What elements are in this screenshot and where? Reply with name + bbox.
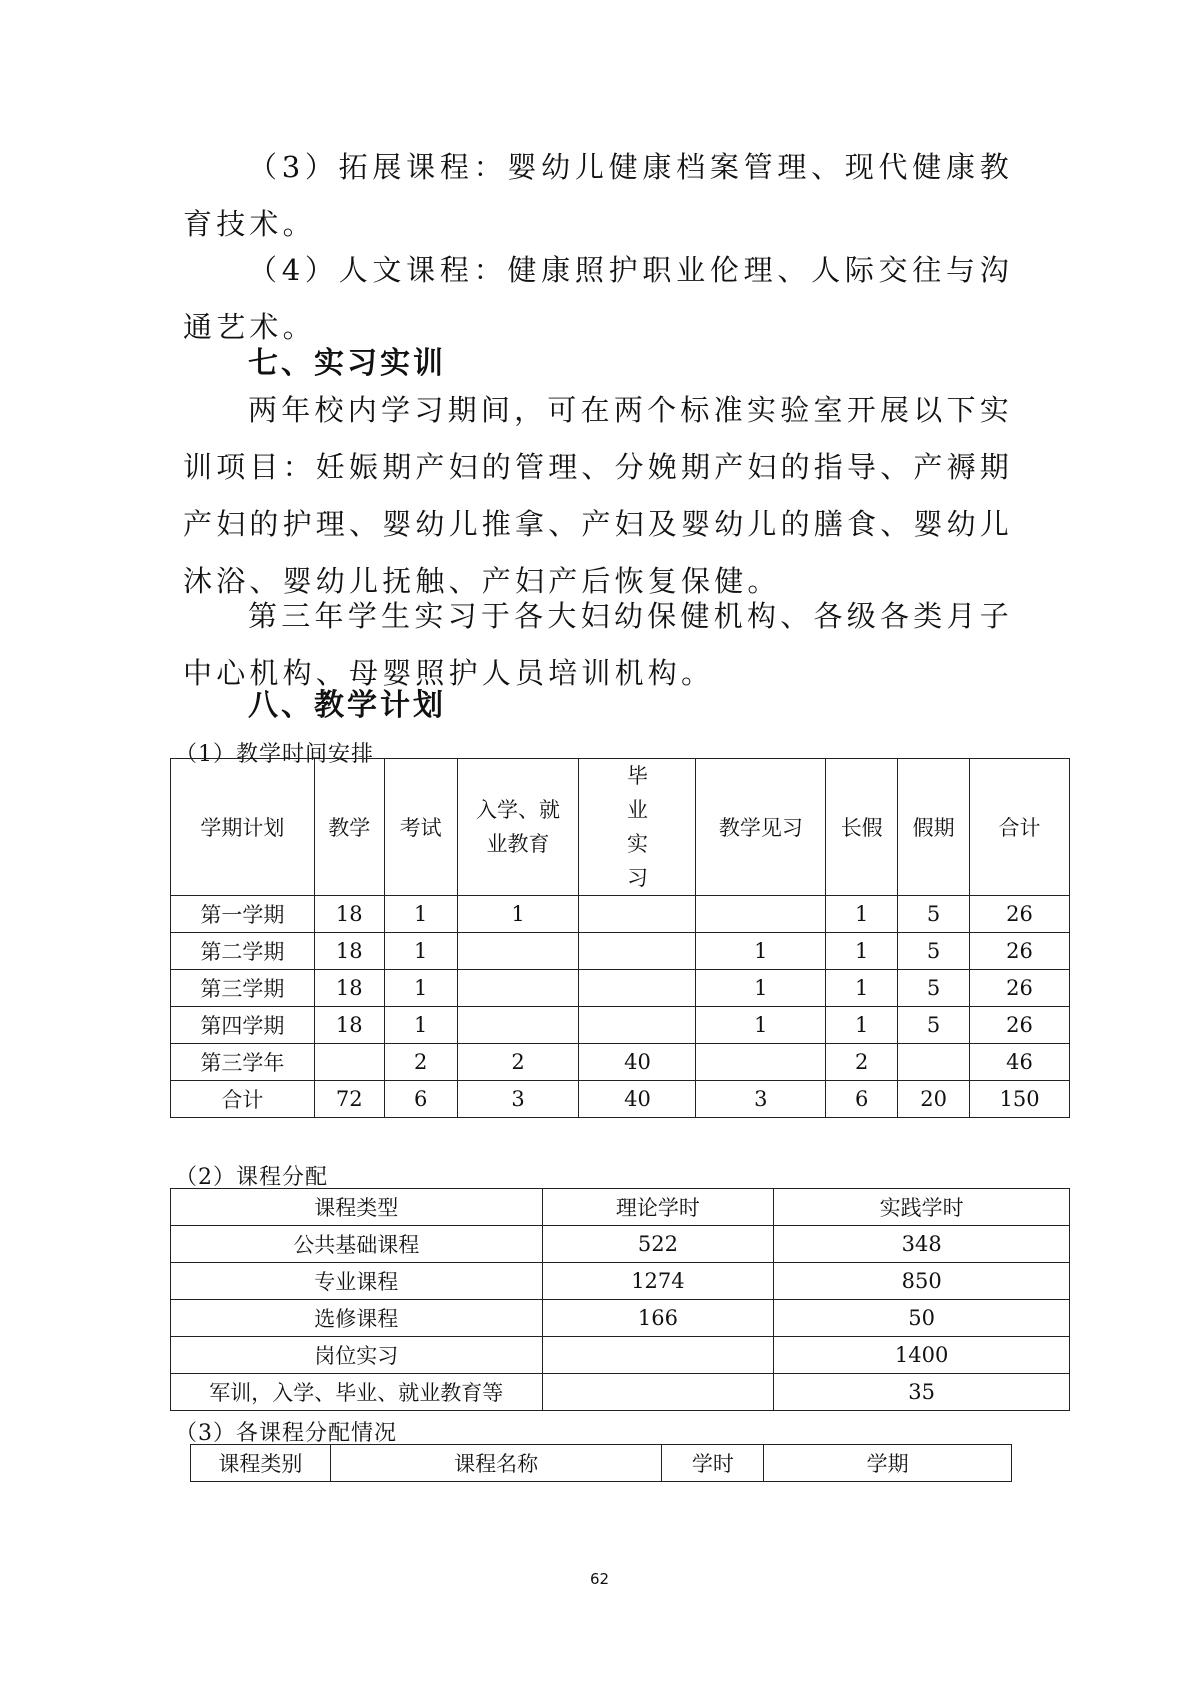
table-cell: 军训，入学、毕业、就业教育等 xyxy=(171,1374,543,1411)
table-cell: 18 xyxy=(314,933,384,970)
table-cell: 第二学期 xyxy=(171,933,315,970)
teaching-schedule-table xyxy=(170,758,1070,1118)
table-row xyxy=(171,1263,1070,1300)
header-cell: 理论学时 xyxy=(542,1189,774,1226)
header-cell: 教学见习 xyxy=(696,759,826,896)
table-cell: 6 xyxy=(384,1081,457,1118)
table-cell: 50 xyxy=(774,1300,1070,1337)
table-cell: 26 xyxy=(970,970,1070,1007)
table-cell: 18 xyxy=(314,1007,384,1044)
table-row xyxy=(171,1337,1070,1374)
table-cell: 166 xyxy=(542,1300,774,1337)
table-cell: 专业课程 xyxy=(171,1263,543,1300)
table-cell xyxy=(542,1374,774,1411)
table-3-caption: （3）各课程分配情况 xyxy=(175,1421,397,1446)
table-cell xyxy=(457,1007,579,1044)
table-cell: 合计 xyxy=(171,1081,315,1118)
table-cell: 46 xyxy=(970,1044,1070,1081)
table-cell: 5 xyxy=(898,896,970,933)
table-header-row xyxy=(171,1189,1070,1226)
header-cell: 合计 xyxy=(970,759,1070,896)
header-cell: 课程名称 xyxy=(330,1445,662,1482)
table-cell: 3 xyxy=(696,1081,826,1118)
table-cell xyxy=(579,896,696,933)
table-cell: 5 xyxy=(898,1007,970,1044)
table-cell xyxy=(314,1044,384,1081)
table-cell: 850 xyxy=(774,1263,1070,1300)
table-cell: 1 xyxy=(826,933,898,970)
table-cell: 348 xyxy=(774,1226,1070,1263)
table-row xyxy=(171,896,1070,933)
table-row xyxy=(171,1374,1070,1411)
course-distribution-table xyxy=(170,1188,1070,1411)
table-cell: 1 xyxy=(384,970,457,1007)
table-cell: 1 xyxy=(826,970,898,1007)
table-row xyxy=(171,1044,1070,1081)
table-cell xyxy=(579,970,696,1007)
table-cell: 72 xyxy=(314,1081,384,1118)
table-cell: 1 xyxy=(696,970,826,1007)
table-cell: 1 xyxy=(384,896,457,933)
table-row xyxy=(171,933,1070,970)
table-cell xyxy=(579,933,696,970)
table-cell: 1274 xyxy=(542,1263,774,1300)
paragraph-humanities-courses: （4）人文课程：健康照护职业伦理、人际交往与沟通艺术。 xyxy=(183,253,1013,344)
page-number: 62 xyxy=(589,1570,610,1588)
table-cell xyxy=(457,933,579,970)
header-cell: 学时 xyxy=(662,1445,764,1482)
table-cell: 150 xyxy=(970,1081,1070,1118)
table-cell: 2 xyxy=(826,1044,898,1081)
table-cell: 1 xyxy=(384,1007,457,1044)
table-cell xyxy=(696,896,826,933)
header-cell: 长假 xyxy=(826,759,898,896)
header-cell: 假期 xyxy=(898,759,970,896)
table-cell: 3 xyxy=(457,1081,579,1118)
table-cell: 1400 xyxy=(774,1337,1070,1374)
paragraph-extension-courses: （3）拓展课程：婴幼儿健康档案管理、现代健康教育技术。 xyxy=(183,150,1013,241)
header-cell: 毕业实习 xyxy=(579,759,696,896)
course-detail-table xyxy=(190,1444,1012,1482)
section-7-paragraph-2: 第三年学生实习于各大妇幼保健机构、各级各类月子中心机构、母婴照护人员培训机构。 xyxy=(183,599,1013,690)
section-7-heading: 七、实习实训 xyxy=(248,346,446,381)
header-cell: 实践学时 xyxy=(774,1189,1070,1226)
table-cell: 18 xyxy=(314,970,384,1007)
table-row xyxy=(171,970,1070,1007)
table-cell: 第四学期 xyxy=(171,1007,315,1044)
header-cell: 课程类型 xyxy=(171,1189,543,1226)
table-cell: 26 xyxy=(970,933,1070,970)
table-cell: 20 xyxy=(898,1081,970,1118)
table-cell: 第一学期 xyxy=(171,896,315,933)
table-header-row xyxy=(171,759,1070,896)
table-cell: 26 xyxy=(970,896,1070,933)
table-cell: 35 xyxy=(774,1374,1070,1411)
header-cell: 学期计划 xyxy=(171,759,315,896)
header-cell: 学期 xyxy=(764,1445,1012,1482)
section-7-paragraph-1: 两年校内学习期间，可在两个标准实验室开展以下实训项目：妊娠期产妇的管理、分娩期产妇的指导、产褥期产妇的护理、婴幼儿推拿、产妇及婴幼儿的膳食、婴幼儿沐浴、婴幼儿抚触、产妇产后恢复保健。 xyxy=(183,393,1014,598)
table-cell: 2 xyxy=(384,1044,457,1081)
table-cell: 26 xyxy=(970,1007,1070,1044)
table-cell: 选修课程 xyxy=(171,1300,543,1337)
table-cell: 522 xyxy=(542,1226,774,1263)
table-cell: 1 xyxy=(696,1007,826,1044)
table-cell: 6 xyxy=(826,1081,898,1118)
table-cell: 40 xyxy=(579,1044,696,1081)
header-cell: 入学、就业教育 xyxy=(457,759,579,896)
table-cell: 5 xyxy=(898,970,970,1007)
table-cell: 1 xyxy=(384,933,457,970)
table-total-row xyxy=(171,1081,1070,1118)
table-1-caption: （1）教学时间安排 xyxy=(175,742,374,767)
table-cell: 公共基础课程 xyxy=(171,1226,543,1263)
table-cell xyxy=(457,970,579,1007)
table-cell: 40 xyxy=(579,1081,696,1118)
table-cell: 岗位实习 xyxy=(171,1337,543,1374)
table-row xyxy=(171,1226,1070,1263)
table-cell xyxy=(898,1044,970,1081)
table-cell xyxy=(696,1044,826,1081)
table-row xyxy=(171,1300,1070,1337)
header-cell: 考试 xyxy=(384,759,457,896)
table-cell: 1 xyxy=(826,896,898,933)
table-2-caption: （2）课程分配 xyxy=(175,1165,328,1190)
table-cell: 5 xyxy=(898,933,970,970)
table-row xyxy=(171,1007,1070,1044)
table-cell: 第三学期 xyxy=(171,970,315,1007)
section-8-heading: 八、教学计划 xyxy=(248,688,446,723)
table-cell: 2 xyxy=(457,1044,579,1081)
table-cell: 第三学年 xyxy=(171,1044,315,1081)
header-cell: 教学 xyxy=(314,759,384,896)
header-cell: 课程类别 xyxy=(191,1445,331,1482)
table-cell: 18 xyxy=(314,896,384,933)
table-header-row xyxy=(191,1445,1012,1482)
table-cell: 1 xyxy=(696,933,826,970)
table-cell: 1 xyxy=(457,896,579,933)
table-cell: 1 xyxy=(826,1007,898,1044)
table-cell xyxy=(579,1007,696,1044)
table-cell xyxy=(542,1337,774,1374)
